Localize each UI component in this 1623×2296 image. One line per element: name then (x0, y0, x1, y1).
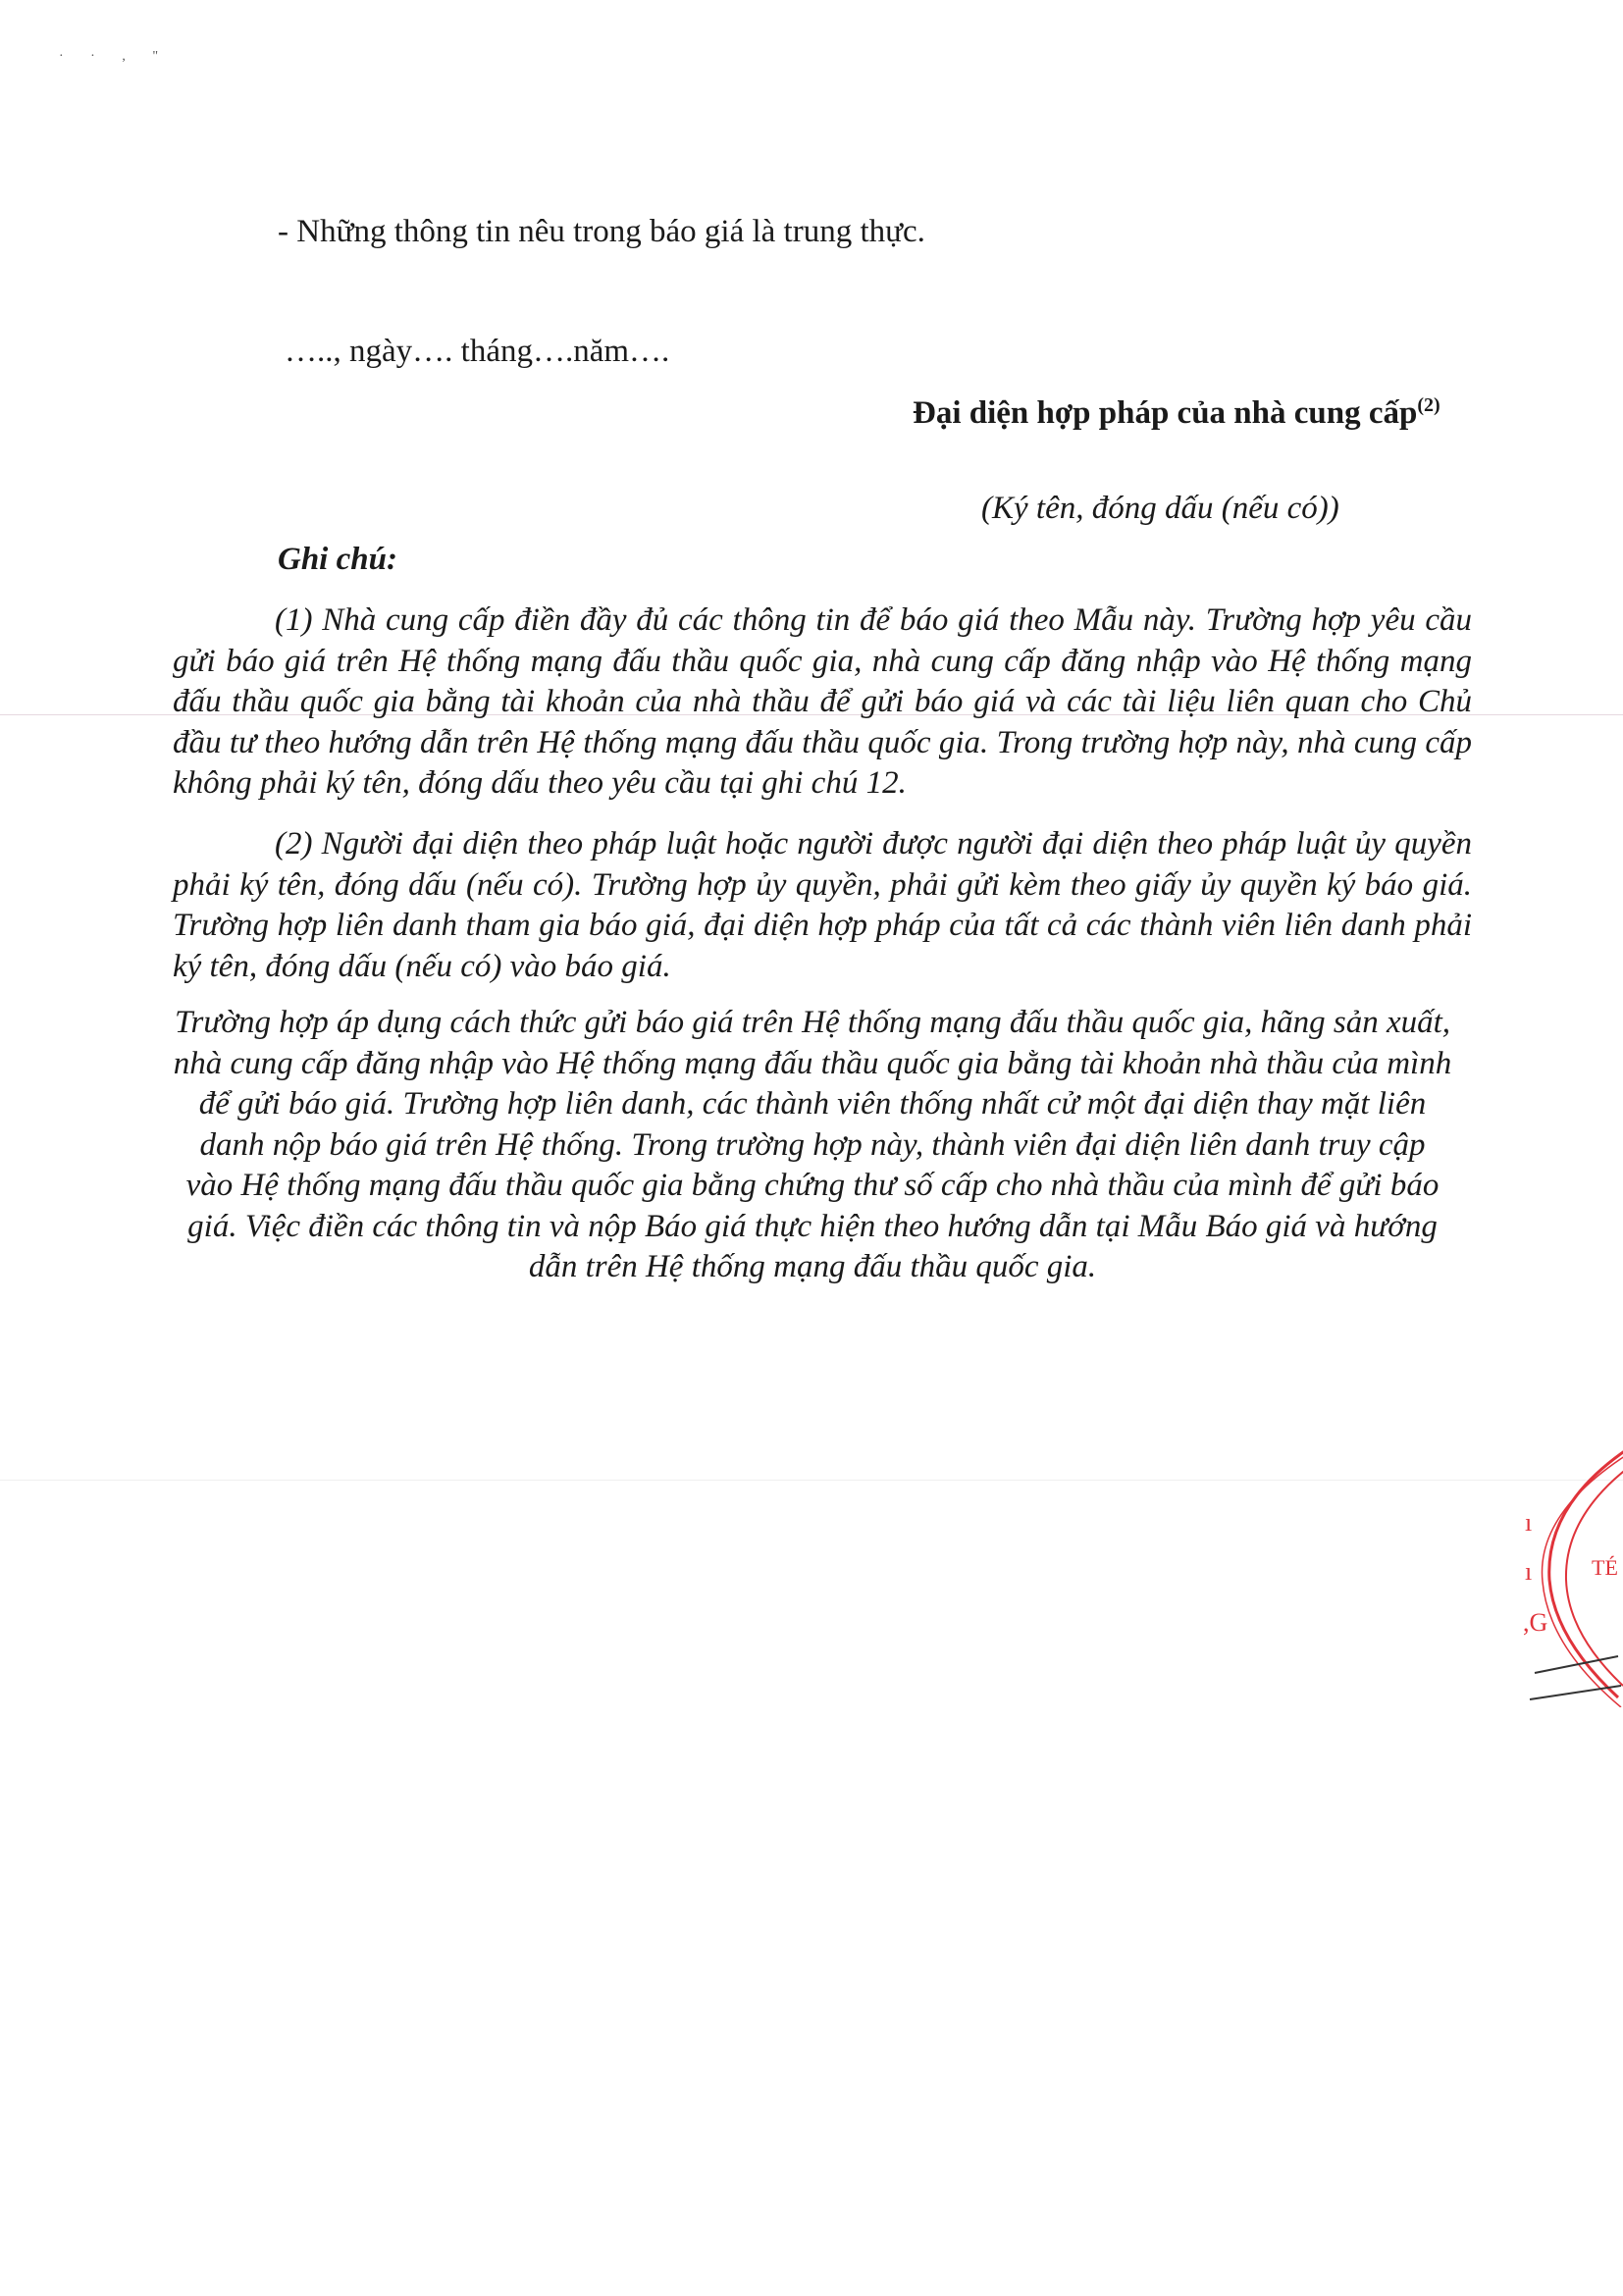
date-line: ….., ngày…. tháng….năm…. (285, 334, 670, 369)
note-2: (2) Người đại diện theo pháp luật hoặc người được người đại diện theo pháp luật ủy quyền phải ký tên, đóng dấu (nếu có). Trường hợp ủy quyền, phải gửi kèm theo giấy ủy quyền ký báo giá. Trường hợp liên danh tham gia báo giá, đại diện hợp pháp của tất cả các thành viên liên danh phải ký tên, đóng dấu (nếu có) vào báo giá. (173, 826, 1472, 984)
svg-text:,G: ,G (1523, 1608, 1548, 1637)
scan-specks: · · , " (59, 49, 171, 64)
notes-heading: Ghi chú: (278, 542, 397, 577)
truthful-statement: - Những thông tin nêu trong báo giá là trung thực. (278, 214, 925, 249)
svg-text:ı: ı (1525, 1557, 1533, 1586)
red-stamp-fragment (1505, 1413, 1623, 1707)
scan-line-2 (0, 1480, 1623, 1481)
signatory-title (913, 394, 1440, 432)
note-3: Trường hợp áp dụng cách thức gửi báo giá trên Hệ thống mạng đấu thầu quốc gia, hãng sản xuất, nhà cung cấp đăng nhập vào Hệ thống mạng đấu thầu quốc gia bằng tài khoản nhà thầu của mình để gửi báo giá. Trường hợp liên danh, các thành viên thống nhất cử một đại diện thay mặt liên danh nộp báo giá trên Hệ thống. Trong trường hợp này, thành viên đại diện liên danh truy cập vào Hệ thống mạng đấu thầu quốc gia bằng chứng thư số cấp cho nhà thầu của mình để gửi báo giá. Việc điền các thông tin và nộp Báo giá thực hiện theo hướng dẫn tại Mẫu Báo giá và hướng dẫn trên Hệ thống mạng đấu thầu quốc gia. (173, 1005, 1452, 1284)
signatory-note-ref: (2) (1417, 394, 1440, 416)
note-1: (1) Nhà cung cấp điền đầy đủ các thông tin để báo giá theo Mẫu này. Trường hợp yêu cầu gửi báo giá trên Hệ thống mạng đấu thầu quốc gia, nhà cung cấp đăng nhập vào Hệ thống mạng đấu thầu quốc gia bằng tài khoản của nhà thầu để gửi báo giá và các tài liệu liên quan cho Chủ đầu tư theo hướng dẫn trên Hệ thống mạng đấu thầu quốc gia. Trong trường hợp này, nhà cung cấp không phải ký tên, đóng dấu theo yêu cầu tại ghi chú 12. (173, 602, 1472, 801)
svg-text:TÉ: TÉ (1592, 1555, 1618, 1580)
signatory-title-text: Đại diện hợp pháp của nhà cung cấp (913, 395, 1418, 431)
svg-text:ı: ı (1525, 1508, 1533, 1537)
signature-instruction: (Ký tên, đóng dấu (nếu có)) (981, 491, 1339, 526)
